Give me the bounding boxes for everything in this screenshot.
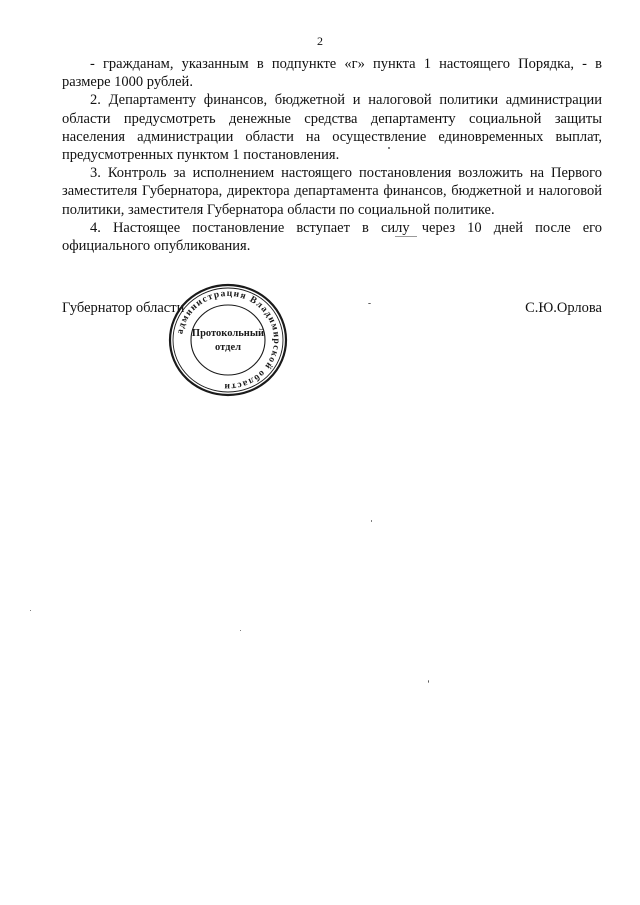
paragraph-3: 3. Контроль за исполнением настоящего постановления возложить на Первого заместителя Губернатора, директора департамента финансов, бюджетной и налоговой политики, заместителя Губернатора области по социальной политике. — [62, 165, 602, 218]
scan-speck — [395, 236, 417, 237]
scan-speck — [368, 303, 371, 304]
stamp-center-line-2: отдел — [215, 342, 241, 353]
signature-title: Губернатор области — [62, 300, 185, 316]
document-body — [62, 55, 602, 255]
scan-speck — [388, 147, 390, 149]
scan-speck — [428, 680, 429, 683]
stamp-ring-text: администрация Владимирской области — [175, 288, 282, 392]
scan-speck — [371, 520, 372, 522]
scan-speck — [240, 630, 241, 631]
scan-speck — [30, 610, 31, 611]
official-stamp — [166, 282, 290, 398]
paragraph-1: - гражданам, указанным в подпункте «г» пункта 1 настоящего Порядка, - в размере 1000 рублей. — [62, 56, 602, 91]
page-number: 2 — [317, 34, 323, 48]
paragraph-2: 2. Департаменту финансов, бюджетной и налоговой политики администрации области предусмотреть денежные средства департаменту социальной защиты населения администрации области на осуществление единовременных выплат, предусмотренных пунктом 1 постановления. — [62, 92, 602, 164]
signature-name: С.Ю.Орлова — [525, 300, 602, 316]
stamp-center-line-1: Протокольный — [191, 328, 265, 339]
paragraph-4: 4. Настоящее постановление вступает в силу через 10 дней после его официального опубликования. — [62, 219, 602, 255]
